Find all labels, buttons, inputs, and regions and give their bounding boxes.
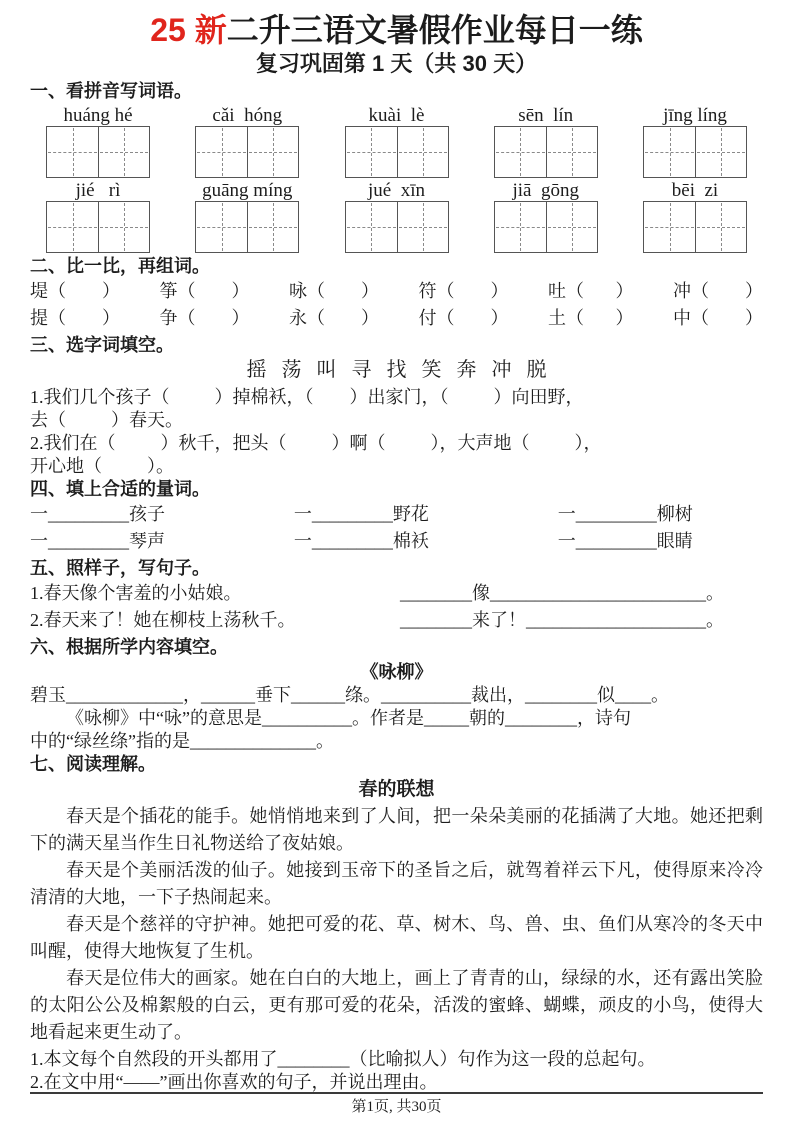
pinyin-group	[345, 180, 449, 253]
grid-cell	[397, 202, 448, 252]
grid-cell	[546, 202, 597, 252]
grid-cell	[247, 127, 298, 177]
pinyin-label: cǎi hóng	[212, 105, 283, 126]
pinyin-label: sēn lín	[518, 105, 574, 126]
pinyin-group	[643, 105, 747, 178]
section-1-heading: 一、看拼音写词语。	[30, 81, 192, 101]
pinyin-group	[46, 105, 150, 178]
grid-cell	[644, 202, 695, 252]
section-5-heading: 五、照样子，写句子。	[30, 558, 210, 578]
essay-paragraph-2: 春天是个美丽活泼的仙子。她接到玉帝下的圣旨之后，就驾着祥云下凡，使得原来冷冷清清的大地，一下子热闹起来。	[30, 860, 763, 907]
word-pair: 付（ ）	[418, 308, 509, 328]
pinyin-label: jié rì	[75, 180, 121, 201]
pinyin-group	[46, 180, 150, 253]
page-number: 第1页, 共30页	[351, 1099, 442, 1115]
word-pair: 争（ ）	[159, 308, 250, 328]
measure-word-item: 一_________孩子	[30, 504, 165, 524]
writing-grid	[195, 201, 299, 253]
writing-grid	[195, 126, 299, 178]
grid-cell	[695, 202, 746, 252]
measure-word-grid	[30, 501, 763, 555]
section-2-heading: 二、比一比，再组词。	[30, 256, 210, 276]
writing-grid	[46, 126, 150, 178]
grid-cell	[495, 127, 546, 177]
word-pair: 提（ ）	[30, 308, 120, 328]
grid-cell	[196, 127, 247, 177]
word-pair: 中（ ）	[673, 308, 763, 328]
word-pair: 符（ ）	[418, 281, 509, 301]
essay-paragraph-1: 春天是个插花的能手。她悄悄地来到了人间，把一朵朵美丽的花插满了大地。她还把剩下的满天星当作生日礼物送给了夜姑娘。	[30, 806, 763, 853]
pinyin-group	[643, 180, 747, 253]
reading-question-1: 1.本文每个自然段的开头都用了________（比喻拟人）句作为这一段的总起句。	[30, 1049, 656, 1069]
reading-question-2: 2.在文中用“——”画出你喜欢的句子，并说出理由。	[30, 1072, 438, 1092]
pinyin-group	[494, 180, 598, 253]
word-bank: 摇 荡 叫 寻 找 笑 奔 冲 脱	[246, 359, 547, 381]
sentence-copy-row-1	[30, 580, 763, 607]
section-4-heading: 四、填上合适的量词。	[30, 479, 210, 499]
grid-cell	[98, 127, 149, 177]
measure-word-item: 一_________棉袄	[293, 531, 429, 551]
grid-cell	[346, 127, 397, 177]
page-subtitle: 复习巩固第 1 天（共 30 天）	[255, 51, 538, 76]
grid-cell	[346, 202, 397, 252]
grid-cell	[546, 127, 597, 177]
writing-grid	[345, 126, 449, 178]
section-3-heading: 三、选字词填空。	[30, 335, 174, 355]
section-7-heading: 七、阅读理解。	[30, 754, 156, 774]
fill-blank-sentence-1-line-1: 1.我们几个孩子（ ）掉棉袄，（ ）出家门，（ ）向田野，	[30, 387, 584, 407]
grid-cell	[397, 127, 448, 177]
pinyin-row-2	[30, 180, 763, 253]
sentence-answer-blank: ________来了！____________________。	[400, 610, 724, 630]
word-pair: 筝（ ）	[159, 281, 250, 301]
fill-blank-sentence-1-line-2: 去（ ）春天。	[30, 410, 183, 430]
section-6-heading: 六、根据所学内容填空。	[30, 637, 228, 657]
word-pair: 堤（ ）	[30, 281, 120, 301]
fill-blank-sentence-2-line-1: 2.我们在（ ）秋千，把头（ ）啊（ ），大声地（ ），	[30, 433, 602, 453]
measure-word-item: 一_________琴声	[30, 531, 165, 551]
poem-question-line-1: 《咏柳》中“咏”的意思是__________。作者是_____朝的________，诗句	[66, 708, 631, 728]
grid-cell	[98, 202, 149, 252]
word-pair: 咏（ ）	[289, 281, 379, 301]
grid-cell	[644, 127, 695, 177]
word-pair: 永（ ）	[289, 308, 379, 328]
pinyin-group	[195, 180, 299, 253]
pinyin-label: jīng líng	[663, 105, 727, 126]
essay-title: 春的联想	[358, 779, 435, 800]
measure-word-item: 一_________野花	[293, 504, 429, 524]
poem-line: 碧玉_____________，______垂下______绦。__________裁出，________似____。	[30, 685, 669, 705]
pinyin-label: jiā gōng	[512, 180, 579, 201]
pinyin-group	[195, 105, 299, 178]
fill-blank-sentence-2-line-2: 开心地（ ）。	[30, 456, 174, 476]
measure-word-item: 一_________柳树	[557, 504, 693, 524]
writing-grid	[643, 126, 747, 178]
word-pair: 土（ ）	[548, 308, 634, 328]
essay-paragraph-4: 春天是位伟大的画家。她在白白的大地上，画上了青青的山，绿绿的水，还有露出笑脸的太阳公公及棉絮般的白云，更有那可爱的花朵，活泼的蜜蜂、蝴蝶，顽皮的小鸟，使得大地看起来更生动了。	[30, 968, 763, 1042]
grid-cell	[47, 202, 98, 252]
grid-cell	[196, 202, 247, 252]
pinyin-label: kuài lè	[368, 105, 425, 126]
poem-title: 《咏柳》	[360, 662, 433, 682]
pinyin-group	[494, 105, 598, 178]
word-pair: 吐（ ）	[548, 281, 634, 301]
word-pair: 冲（ ）	[673, 281, 763, 301]
writing-grid	[46, 201, 150, 253]
sentence-answer-blank: ________像________________________。	[400, 583, 724, 603]
grid-cell	[247, 202, 298, 252]
essay-paragraph-3: 春天是个慈祥的守护神。她把可爱的花、草、树木、鸟、兽、虫、鱼们从寒冷的冬天中叫醒，使得大地恢复了生机。	[30, 914, 763, 961]
measure-word-item: 一_________眼睛	[557, 531, 693, 551]
sentence-example: 1.春天像个害羞的小姑娘。	[30, 583, 242, 603]
pinyin-label: guāng míng	[202, 180, 293, 201]
pinyin-label: bēi zi	[671, 180, 719, 201]
sentence-example: 2.春天来了！她在柳枝上荡秋千。	[30, 610, 296, 630]
title-black-part: 二升三语文暑假作业每日一练	[226, 12, 643, 48]
compare-row-1	[30, 278, 763, 305]
grid-cell	[495, 202, 546, 252]
pinyin-label: huáng hé	[63, 105, 133, 126]
page-title	[30, 10, 763, 50]
writing-grid	[494, 126, 598, 178]
writing-grid	[494, 201, 598, 253]
page-footer	[30, 1092, 763, 1118]
sentence-copy-row-2	[30, 607, 763, 634]
pinyin-row-1	[30, 105, 763, 178]
pinyin-label: jué xīn	[368, 180, 425, 201]
writing-grid	[345, 201, 449, 253]
compare-row-2	[30, 305, 763, 332]
writing-grid	[643, 201, 747, 253]
grid-cell	[47, 127, 98, 177]
pinyin-group	[345, 105, 449, 178]
grid-cell	[695, 127, 746, 177]
poem-question-line-2: 中的“绿丝绦”指的是______________。	[30, 731, 334, 751]
title-red-part: 25 新	[150, 12, 227, 48]
